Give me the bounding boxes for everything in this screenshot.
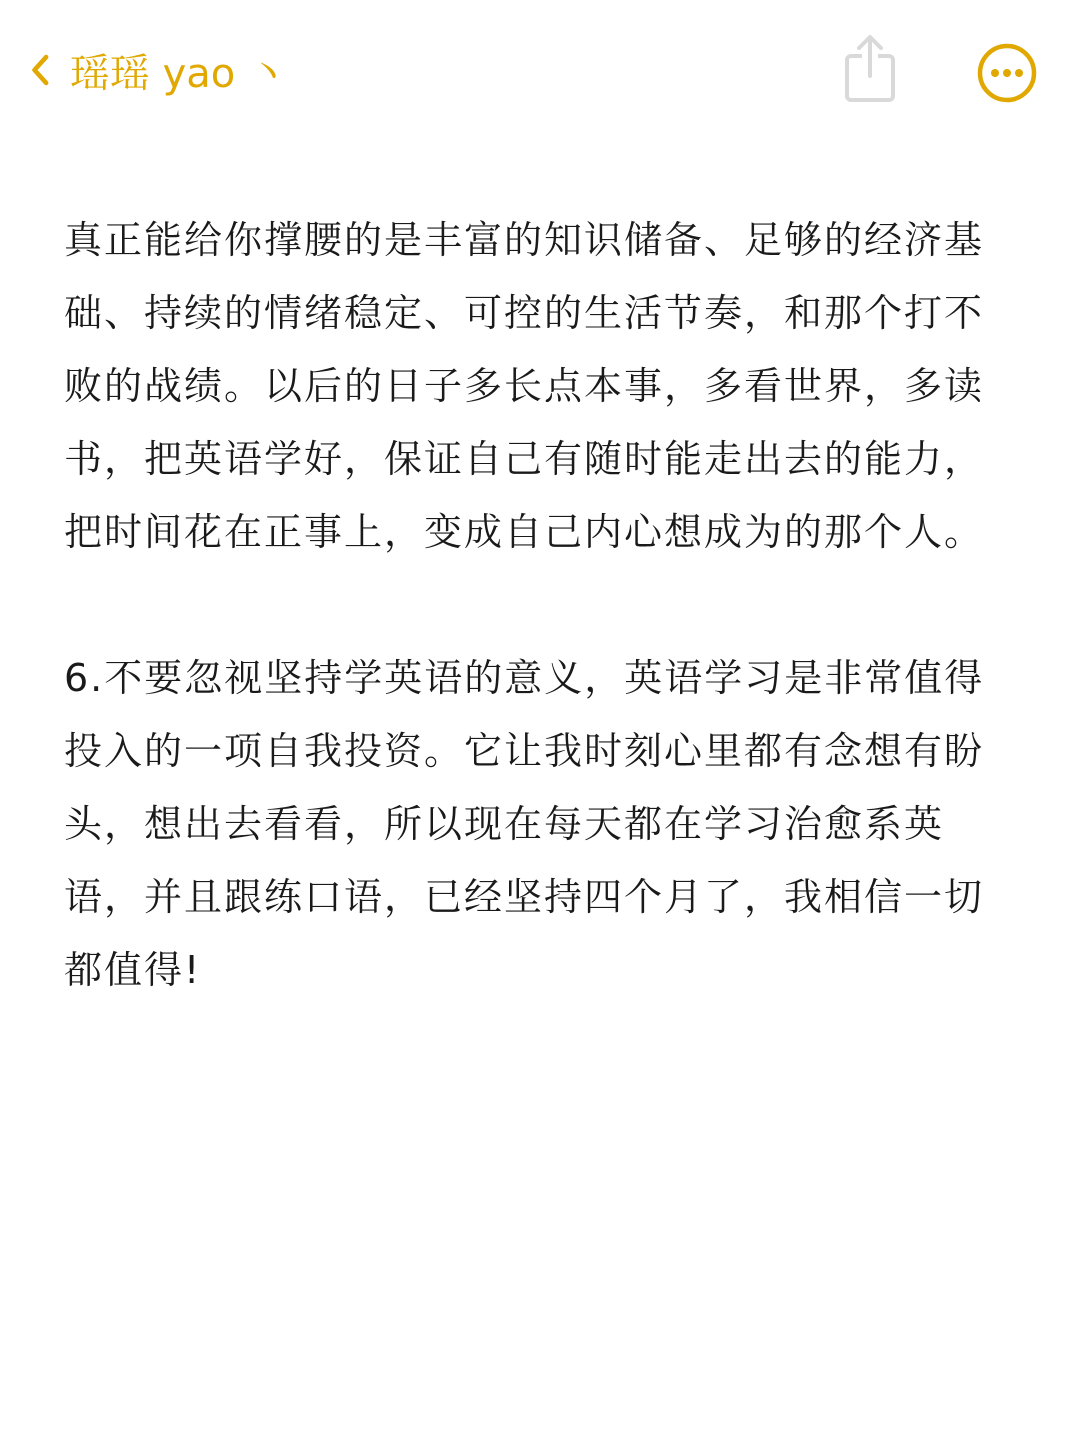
text-line: 真正能给你撑腰的是丰富的知识储备、足够的经济基 [64, 218, 985, 262]
navigation-bar [0, 0, 1080, 140]
note-body [64, 204, 1024, 1007]
text-line: 把时间花在正事上，变成自己内心想成为的那个人。 [64, 510, 985, 554]
chevron-left-icon [28, 42, 54, 98]
back-button[interactable] [28, 38, 288, 102]
back-label: 瑶瑶 yao 丶 [69, 50, 288, 97]
text-line: 败的战绩。以后的日子多长点本事，多看世界，多读 [64, 364, 985, 408]
text-line: 投入的一项自我投资。它让我时刻心里都有念想有盼 [64, 729, 985, 773]
text-line: 6.不要忽视坚持学英语的意义，英语学习是非常值得 [64, 656, 985, 700]
text-line: 语，并且跟练口语，已经坚持四个月了，我相信一切 [64, 875, 985, 919]
text-line: 础、持续的情绪稳定、可控的生活节奏，和那个打不 [64, 291, 985, 335]
text-line: 书，把英语学好，保证自己有随时能走出去的能力， [64, 437, 985, 481]
share-icon [838, 30, 902, 106]
share-button[interactable] [838, 30, 902, 106]
paragraph-2 [64, 642, 1024, 1007]
text-line: 都值得! [64, 948, 202, 992]
paragraph-spacer [64, 569, 1024, 642]
text-line: 头，想出去看看，所以现在每天都在学习治愈系英 [64, 802, 945, 846]
paragraph-1 [64, 204, 1024, 569]
more-icon [976, 42, 1038, 104]
more-options-button[interactable] [976, 42, 1038, 104]
